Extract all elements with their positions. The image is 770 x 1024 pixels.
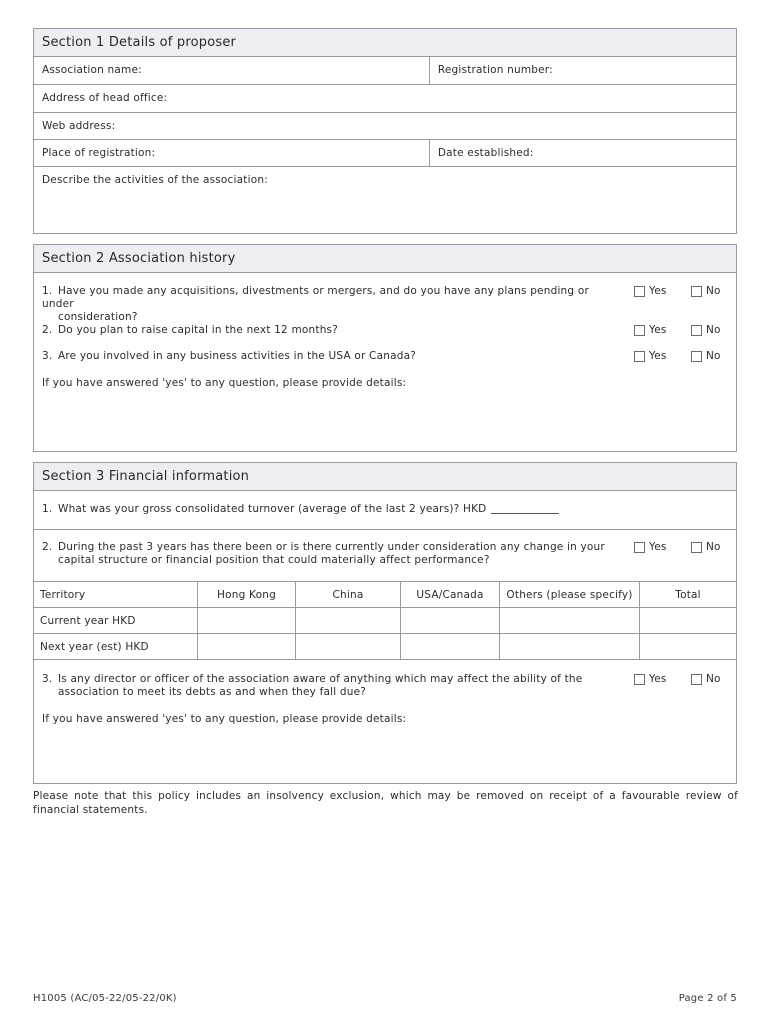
registration-number-field[interactable] (429, 57, 736, 84)
question-text-continued: capital structure or financial position that could materially affect performance? (58, 554, 490, 566)
current-hong-kong-cell[interactable] (198, 608, 296, 634)
fq3-yes-option[interactable] (634, 673, 667, 685)
question-text: Do you plan to raise capital in the next 12 months? (58, 324, 338, 336)
fq2-no-option[interactable] (691, 541, 721, 553)
section-3-title: Section 3 Financial information (34, 463, 736, 491)
current-china-cell[interactable] (296, 608, 401, 634)
history-question-3 (34, 350, 736, 366)
next-china-cell[interactable] (296, 634, 401, 660)
date-established-label: Date established: (437, 147, 534, 159)
activities-field[interactable] (34, 167, 736, 233)
fq3-no-option[interactable] (691, 673, 721, 685)
activities-label: Describe the activities of the association: (42, 174, 268, 186)
turnover-question (42, 503, 559, 515)
question-text: Are you involved in any business activities in the USA or Canada? (58, 350, 416, 362)
history-details-prompt: If you have answered 'yes' to any question, please provide details: (42, 377, 407, 389)
registration-number-label: Registration number: (437, 64, 553, 76)
next-usa-canada-cell[interactable] (401, 634, 500, 660)
header-territory: Territory (34, 582, 198, 608)
yes-label: Yes (649, 285, 667, 297)
question-text: During the past 3 years has there been or is there currently under consideration any change in your (58, 541, 605, 553)
question-text-continued: consideration? (58, 311, 138, 323)
address-label: Address of head office: (42, 92, 168, 104)
checkbox[interactable] (634, 325, 645, 336)
header-total: Total (640, 582, 737, 608)
row-label-next-year: Next year (est) HKD (34, 634, 198, 660)
history-question-2 (34, 324, 736, 340)
question-number: 2. (42, 541, 53, 553)
no-label: No (706, 285, 721, 297)
web-address-field[interactable] (34, 113, 736, 139)
question-text-continued: association to meet its debts as and when they fall due? (58, 686, 367, 698)
section-2-association-history (33, 244, 737, 452)
table-row (34, 634, 737, 660)
financial-details-prompt: If you have answered 'yes' to any question, please provide details: (42, 713, 407, 725)
yes-label: Yes (649, 673, 667, 685)
yes-label: Yes (649, 350, 667, 362)
checkbox[interactable] (691, 325, 702, 336)
current-others-cell[interactable] (500, 608, 640, 634)
page-number: Page 2 of 5 (678, 993, 737, 1004)
q1-no-option[interactable] (691, 285, 721, 297)
section-1-title: Section 1 Details of proposer (34, 29, 736, 57)
financial-details-field[interactable] (34, 710, 736, 783)
checkbox[interactable] (634, 351, 645, 362)
no-label: No (706, 673, 721, 685)
yes-label: Yes (649, 541, 667, 553)
question-number: 1. (42, 285, 53, 297)
next-total-cell[interactable] (640, 634, 737, 660)
table-row (34, 608, 737, 634)
association-name-label: Association name: (42, 64, 142, 76)
history-details-field[interactable] (34, 372, 736, 451)
question-number: 3. (42, 673, 53, 685)
question-text: What was your gross consolidated turnover (average of the last 2 years)? HKD (58, 503, 487, 515)
question-number: 1. (42, 503, 53, 515)
checkbox[interactable] (691, 674, 702, 685)
no-label: No (706, 324, 721, 336)
date-established-field[interactable] (429, 140, 736, 166)
insolvency-note: Please note that this policy includes an insolvency exclusion, which may be removed on receipt of a favourable review of financial statements. (33, 790, 738, 816)
q1-yes-option[interactable] (634, 285, 667, 297)
header-china: China (296, 582, 401, 608)
association-name-field[interactable] (34, 57, 429, 84)
financial-question-3 (34, 673, 736, 703)
place-of-registration-field[interactable] (34, 140, 429, 166)
turnover-input-line[interactable] (491, 513, 559, 514)
turnover-table (33, 581, 737, 660)
section-2-title: Section 2 Association history (34, 245, 736, 273)
table-header-row (34, 582, 737, 608)
form-code: H1005 (AC/05-22/05-22/0K) (33, 993, 177, 1004)
current-total-cell[interactable] (640, 608, 737, 634)
yes-label: Yes (649, 324, 667, 336)
header-others: Others (please specify) (500, 582, 640, 608)
web-address-label: Web address: (42, 120, 116, 132)
place-of-registration-label: Place of registration: (42, 147, 156, 159)
question-number: 2. (42, 324, 53, 336)
no-label: No (706, 541, 721, 553)
section-1-details-of-proposer (33, 28, 737, 234)
q2-yes-option[interactable] (634, 324, 667, 336)
q2-no-option[interactable] (691, 324, 721, 336)
history-question-1 (34, 285, 736, 323)
question-text: Is any director or officer of the association aware of anything which may affect the ability of the (58, 673, 583, 685)
no-label: No (706, 350, 721, 362)
next-others-cell[interactable] (500, 634, 640, 660)
checkbox[interactable] (691, 351, 702, 362)
checkbox[interactable] (634, 674, 645, 685)
financial-question-2 (34, 541, 736, 571)
row-label-current-year: Current year HKD (34, 608, 198, 634)
checkbox[interactable] (634, 542, 645, 553)
question-text: Have you made any acquisitions, divestments or mergers, and do you have any plans pending or under (42, 285, 589, 310)
q3-yes-option[interactable] (634, 350, 667, 362)
address-field[interactable] (34, 85, 736, 112)
q3-no-option[interactable] (691, 350, 721, 362)
current-usa-canada-cell[interactable] (401, 608, 500, 634)
question-number: 3. (42, 350, 53, 362)
fq2-yes-option[interactable] (634, 541, 667, 553)
checkbox[interactable] (691, 286, 702, 297)
header-usa-canada: USA/Canada (401, 582, 500, 608)
next-hong-kong-cell[interactable] (198, 634, 296, 660)
checkbox[interactable] (634, 286, 645, 297)
checkbox[interactable] (691, 542, 702, 553)
section-3-financial-information (33, 462, 737, 784)
header-hong-kong: Hong Kong (198, 582, 296, 608)
